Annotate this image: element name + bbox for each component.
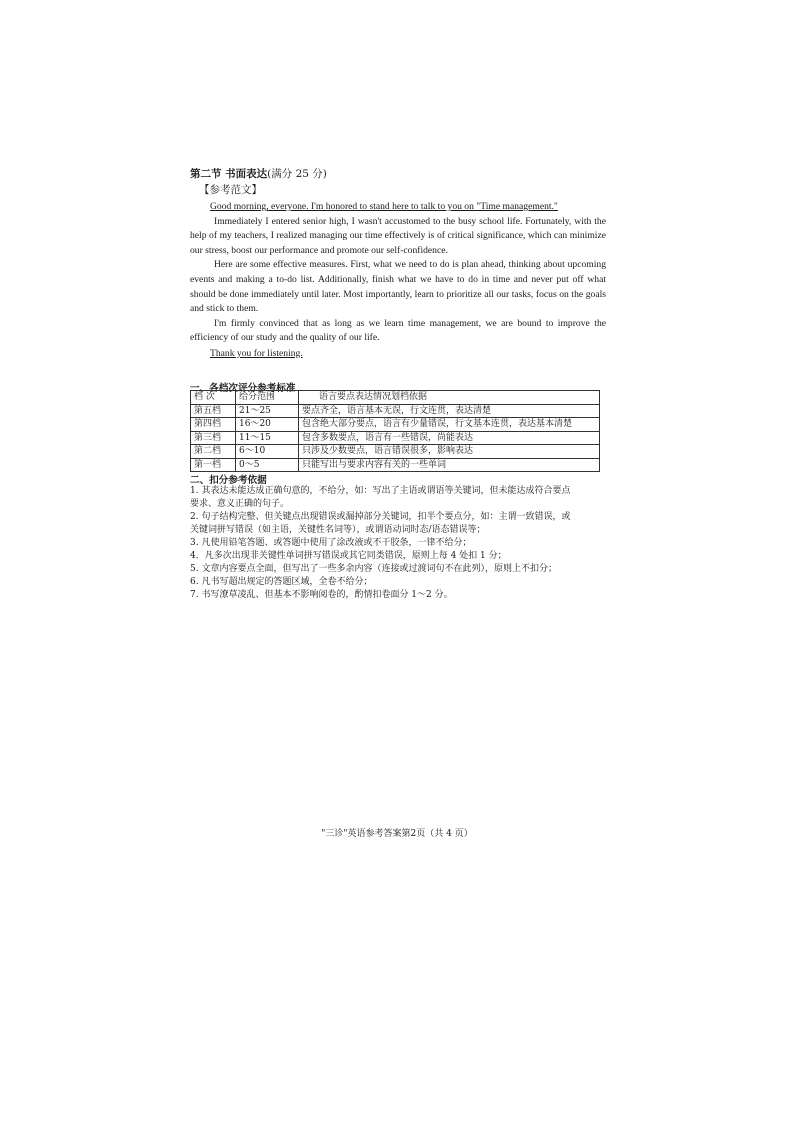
section-score-note: (满分 25 分) xyxy=(267,168,327,180)
level-cell: 第二档 xyxy=(191,445,236,459)
deduction-rules xyxy=(190,485,608,602)
criteria-heading: 一、各档次评分参考标准 xyxy=(190,383,296,394)
range-cell: 11～15 xyxy=(236,431,299,445)
level-cell: 第三档 xyxy=(191,431,236,445)
level-cell: 第四档 xyxy=(191,418,236,432)
basis-cell: 要点齐全，语言基本无误，行文连贯，表达清楚 xyxy=(299,404,600,418)
range-cell: 21～25 xyxy=(236,404,299,418)
page-footer: "三诊"英语参考答案第2页（共 4 页） xyxy=(321,829,473,839)
section-name: 第二节 书面表达 xyxy=(190,168,268,180)
table-row xyxy=(191,458,600,472)
rule-line: 5. 文章内容要点全面，但写出了一些多余内容（连接或过渡词句不在此列），原则上不扣分； xyxy=(190,564,557,574)
table-header-row xyxy=(191,391,600,405)
table-row xyxy=(191,404,600,418)
deduction-heading: 二、扣分参考依据 xyxy=(190,475,267,486)
rule-line: 1. 其表达未能达成正确句意的，不给分，如：写出了主语或谓语等关键词，但未能达成符合要点 xyxy=(190,486,571,496)
essay-paragraph-1: Immediately I entered senior high, I wasn't accustomed to the busy school life. Fortunately, with the help of my teachers, I realized managing our time effectively is of critical significance, which can minimize our stress, boost our performance and promote our self-confidence. xyxy=(190,215,606,256)
header-level: 档 次 xyxy=(191,391,236,405)
reference-essay-label: 【参考范文】 xyxy=(199,184,262,196)
header-basis: 语言要点表达情况划档依据 xyxy=(299,391,600,405)
level-cell: 第五档 xyxy=(191,404,236,418)
rule-line: 3. 凡使用铅笔答题、或答题中使用了涂改液或不干胶条，一律不给分； xyxy=(190,538,472,548)
basis-cell: 包含多数要点，语言有一些错误，尚能表达 xyxy=(299,431,600,445)
basis-cell: 包含绝大部分要点，语言有少量错误，行文基本连贯，表达基本清楚 xyxy=(299,418,600,432)
range-cell: 16～20 xyxy=(236,418,299,432)
essay-paragraph-3: I'm firmly convinced that as long as we learn time management, we are bound to improve the efficiency of our study and the quality of our life. xyxy=(190,317,606,344)
rule-line: 要求、意义正确的句子。 xyxy=(190,499,290,509)
grading-table xyxy=(190,390,600,472)
table-row xyxy=(191,418,600,432)
table-row xyxy=(191,445,600,459)
essay-greeting: Good morning, everyone. I'm honored to stand here to talk to you on "Time management." xyxy=(210,201,558,212)
table-row xyxy=(191,431,600,445)
rule-line: 6. 凡书写超出规定的答题区域，全卷不给分； xyxy=(190,577,373,587)
essay-paragraph-2: Here are some effective measures. First, what we need to do is plan ahead, thinking about upcoming events and making a to-do list. Additionally, finish what we have to do in time and never put off what should be done immediately until later. Most importantly, learn to prioritize all our tasks, focus on the goals and stick to them. xyxy=(190,259,606,315)
rule-line: 关键词拼写错误（如主语，关键性名词等），或谓语动词时态/语态错误等； xyxy=(190,525,486,535)
range-cell: 6～10 xyxy=(236,445,299,459)
basis-cell: 只涉及少数要点，语言错误很多，影响表达 xyxy=(299,445,600,459)
header-range: 给分范围 xyxy=(236,391,299,405)
rule-line: 4．凡多次出现非关键性单词拼写错误或其它同类错误，原则上每 4 处扣 1 分； xyxy=(190,551,507,561)
range-cell: 0～5 xyxy=(236,458,299,472)
essay-closing: Thank you for listening. xyxy=(210,347,303,359)
section-title xyxy=(190,166,327,181)
rule-line: 2. 句子结构完整、但关键点出现错误或漏掉部分关键词，扣半个要点分，如：主谓一致错误，或 xyxy=(190,512,571,522)
level-cell: 第一档 xyxy=(191,458,236,472)
rule-line: 7. 书写潦草凌乱、但基本不影响阅卷的，酌情扣卷面分 1～2 分。 xyxy=(190,590,453,600)
basis-cell: 只能写出与要求内容有关的一些单词 xyxy=(299,458,600,472)
reference-essay xyxy=(190,200,606,362)
